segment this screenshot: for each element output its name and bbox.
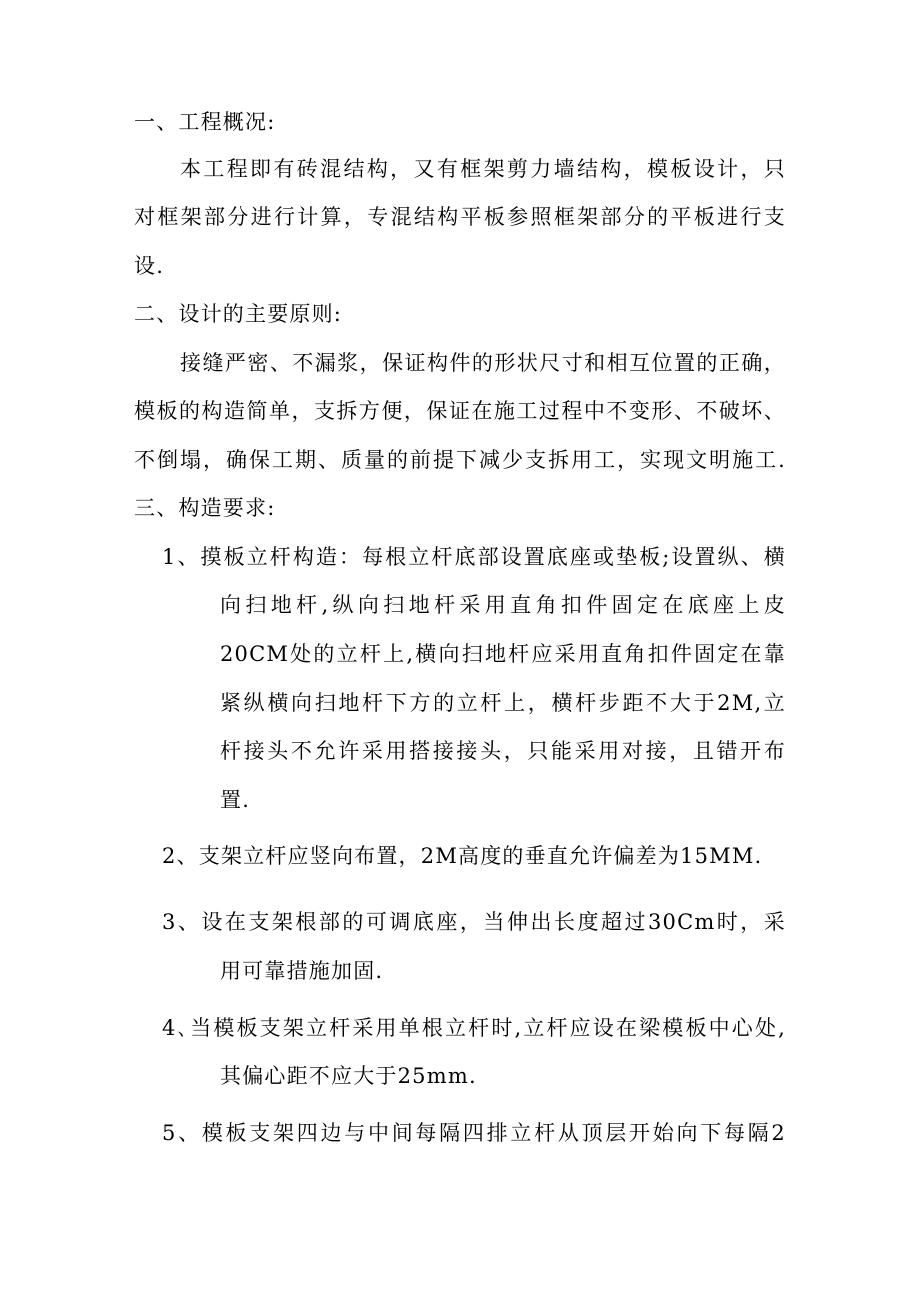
paragraph-line: 模板的构造简单，支拆方便，保证在施工过程中不变形、不破坏、 [134,399,786,423]
paragraph-line: 本工程即有砖混结构，又有框架剪力墙结构，模板设计，只 [180,157,786,181]
list-item-line: 紧纵横向扫地杆下方的立杆上，横杆步距不大于2M,立 [220,691,786,715]
list-item-line: 5、模板支架四边与中间每隔四排立杆从顶层开始向下每隔2 [162,1121,786,1145]
section-heading-principles: 二、设计的主要原则: [134,302,343,326]
section-heading-overview: 一、工程概况: [134,110,276,134]
list-item-line: 3、设在支架根部的可调底座，当伸出长度超过30Cm时，采 [162,910,786,934]
list-item-line: 2、支架立杆应竖向布置，2M高度的垂直允许偏差为15MM. [162,844,763,868]
list-item-line: 4､当模板支架立杆采用单根立杆时,立杆应设在梁模板中心处, [162,1016,786,1040]
list-item-line: 20CM处的立杆上,横向扫地杆应采用直角扣件固定在靠 [220,642,786,666]
list-item-line: 其偏心距不应大于25mm. [220,1064,477,1088]
list-item-line: 向扫地杆,纵向扫地杆采用直角扣件固定在底座上皮 [220,593,786,617]
paragraph-line: 设. [134,254,165,278]
paragraph-line: 不倒塌，确保工期、质量的前提下减少支拆用工，实现文明施工. [134,448,786,472]
list-item-line: 置. [220,788,251,812]
section-heading-requirements: 三、构造要求: [134,496,276,520]
paragraph-line: 接缝严密、不漏浆，保证构件的形状尺寸和相互位置的正确， [180,351,786,375]
list-item-line: 杆接头不允许采用搭接接头，只能采用对接，且错开布 [220,739,786,763]
list-item-line: 用可靠措施加固. [220,959,384,983]
paragraph-line: 对框架部分进行计算，专混结构平板参照框架部分的平板进行支 [134,205,786,229]
list-item-line: 1、摸板立杆构造：每根立杆底部设置底座或垫板;设置纵、横 [162,545,786,569]
